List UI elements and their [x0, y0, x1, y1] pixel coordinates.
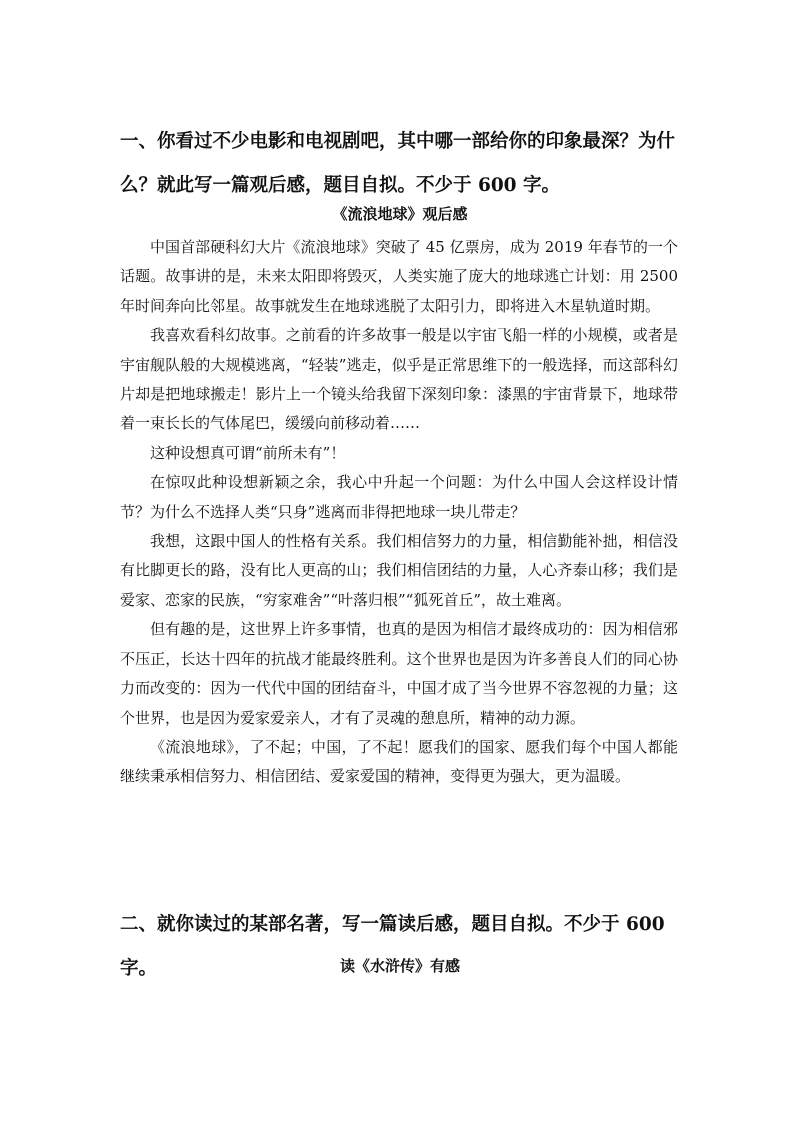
essay-paragraph: 我喜欢看科幻故事。之前看的许多故事一般是以宇宙飞船一样的小规模，或者是宇宙舰队般的大规模逃离，“轻装”逃走，似乎是正常思维下的一般选择，而这部科幻片却是把地球搬走！影片上一个镜头给我留下深刻印象：漆黑的宇宙背景下，地球带着一束长长的气体尾巴，缓缓向前移动着……	[120, 326, 678, 433]
essay-2-title: 读《水浒传》有感	[339, 957, 460, 975]
essay-paragraph: 中国首部硬科幻大片《流浪地球》突破了 45 亿票房，成为 2019 年春节的一个话题。故事讲的是，未来太阳即将毁灭，人类实施了庞大的地球逃亡计划：用 2500 年时间奔向比邻星。故事就发生在地球逃脱了太阳引力，即将进入木星轨道时期。	[120, 238, 678, 315]
essay-paragraph: 但有趣的是，这世界上许多事情，也真的是因为相信才最终成功的：因为相信邪不压正，长达十四年的抗战才能最终胜利。这个世界也是因为许多善良人们的同心协力而改变的：因为一代代中国的团结奋斗，中国才成了当今世界不容忽视的力量；这个世界，也是因为爱家爱亲人，才有了灵魂的憩息所，精神的动力源。	[120, 620, 678, 727]
question-1-heading: 一、你看过不少电影和电视剧吧，其中哪一部给你的印象最深？为什么？就此写一篇观后感，题目自拟。不少于 600 字。	[120, 131, 676, 196]
essay-paragraph: 在惊叹此种设想新颖之余，我心中升起一个问题：为什么中国人会这样设计情节？为什么不选择人类“只身”逃离而非得把地球一块儿带走？	[120, 473, 678, 521]
essay-paragraph: 《流浪地球》，了不起；中国，了不起！愿我们的国家、愿我们每个中国人都能继续秉承相信努力、相信团结、爱家爱国的精神，变得更为强大，更为温暖。	[120, 737, 678, 786]
essay-1-body	[120, 233, 678, 792]
essay-paragraph: 我想，这跟中国人的性格有关系。我们相信努力的力量，相信勤能补拙，相信没有比脚更长的路，没有比人更高的山；我们相信团结的力量，人心齐泰山移；我们是爱家、恋家的民族，“穷家难舍”“叶落归根”“狐死首丘”，故土难离。	[120, 532, 678, 609]
question-2-heading: 二、就你读过的某部名著，写一篇读后感，题目自拟。不少于 600 字。	[120, 914, 665, 979]
essay-1-title: 《流浪地球》观后感	[332, 205, 468, 223]
essay-paragraph: 这种设想真可谓“前所未有”！	[150, 443, 346, 462]
